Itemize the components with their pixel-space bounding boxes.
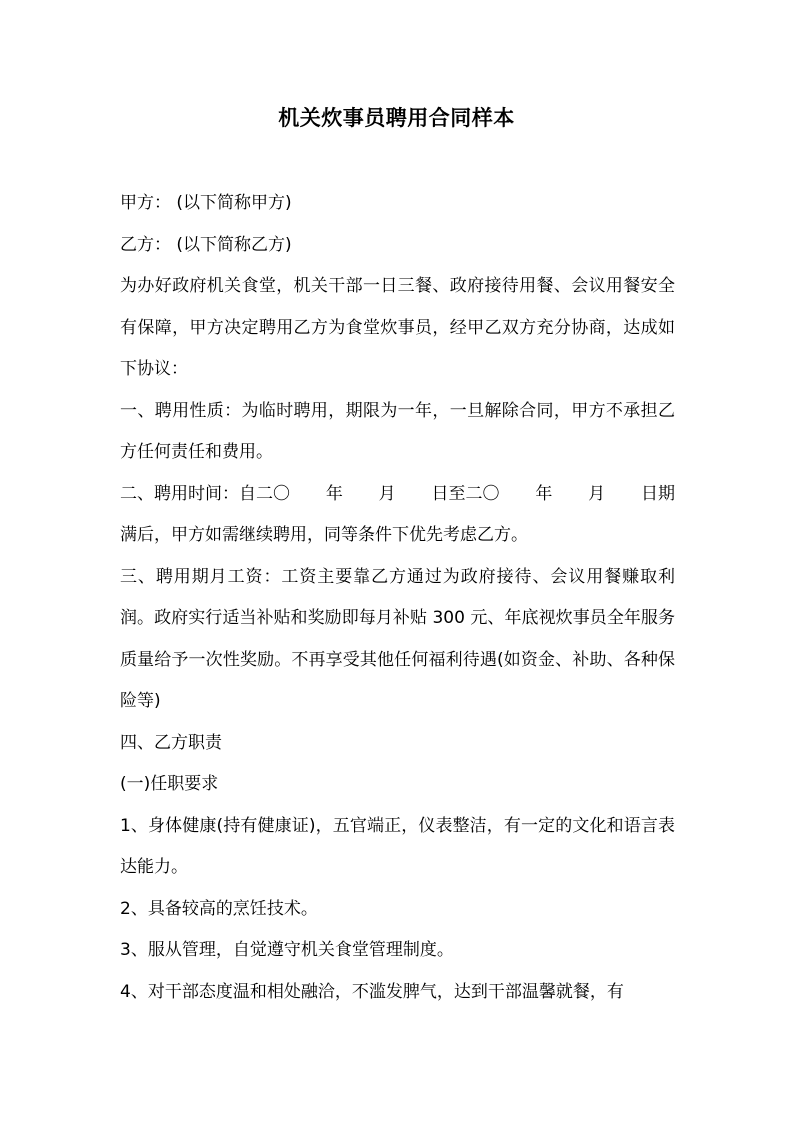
- date-segment-day-end: 日期: [640, 483, 675, 504]
- clause-2-date-line: [120, 474, 675, 516]
- section-4-heading: 四、乙方职责: [120, 732, 222, 753]
- party-b-line: 乙方： (以下简称乙方): [120, 234, 292, 255]
- date-segment-year-end: 年: [535, 483, 553, 504]
- intro-paragraph: 为办好政府机关食堂，机关干部一日三餐、政府接待用餐、会议用餐安全有保障，甲方决定聘用乙方为食堂炊事员，经甲乙双方充分协商，达成如下协议：: [120, 276, 675, 379]
- requirement-item-3: 3、服从管理，自觉遵守机关食堂管理制度。: [120, 940, 454, 960]
- requirement-item-1: 1、身体健康(持有健康证)，五官端正，仪表整洁，有一定的文化和语言表达能力。: [120, 815, 675, 877]
- clause-2-continuation: 满后，甲方如需继续聘用，同等条件下优先考虑乙方。: [120, 525, 528, 545]
- subsection-1-heading: (一)任职要求: [120, 774, 219, 794]
- requirement-item-2: 2、具备较高的烹饪技术。: [120, 898, 318, 919]
- clause-3-salary: 三、聘用期月工资：工资主要靠乙方通过为政府接待、会议用餐赚取利润。政府实行适当补贴和奖励即每月补贴 300 元、年底视炊事员全年服务质量给予一次性奖励。不再享受其他任何福利待遇(如资金、补助、各种保险等): [120, 566, 675, 711]
- date-segment-day-to: 日至二〇: [431, 483, 500, 504]
- document-body: [120, 183, 675, 1013]
- date-segment-label: 二、聘用时间：自二〇: [120, 483, 290, 504]
- date-segment-month-end: 月: [588, 483, 606, 504]
- date-segment-year-start: 年: [325, 483, 343, 504]
- clause-1-nature: 一、聘用性质：为临时聘用，期限为一年，一旦解除合同，甲方不承担乙方任何责任和费用。: [120, 400, 675, 462]
- document-title: 机关炊事员聘用合同样本: [278, 106, 515, 130]
- party-a-line: 甲方： (以下简称甲方): [120, 193, 292, 213]
- date-segment-month-start: 月: [378, 483, 396, 504]
- requirement-item-4: 4、对干部态度温和相处融洽，不滥发脾气，达到干部温馨就餐，有: [120, 981, 624, 1002]
